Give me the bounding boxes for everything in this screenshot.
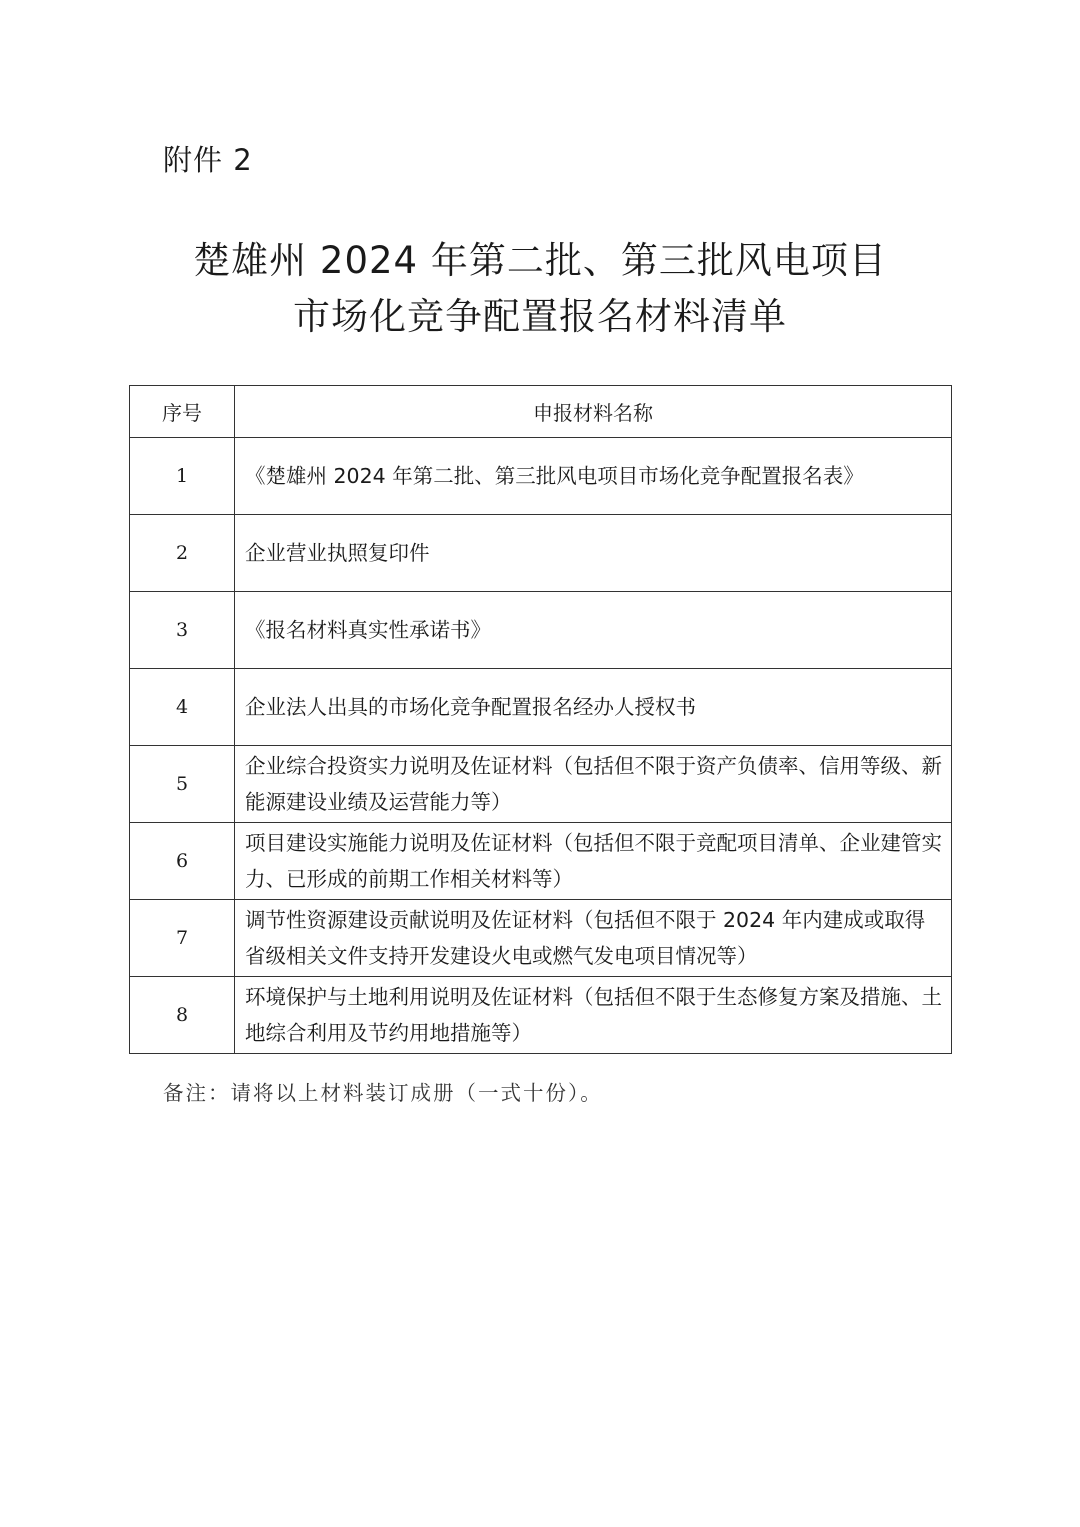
- header-material-name: 申报材料名称: [235, 386, 952, 438]
- header-serial-number: 序号: [130, 386, 235, 438]
- row-number: 7: [130, 900, 235, 977]
- material-name: 项目建设实施能力说明及佐证材料（包括但不限于竞配项目清单、企业建管实力、已形成的前期工作相关材料等）: [235, 823, 952, 900]
- attachment-label: 附件 2: [163, 143, 253, 177]
- table-row: [130, 592, 952, 669]
- row-number: 6: [130, 823, 235, 900]
- table-row: [130, 900, 952, 977]
- table-row: [130, 977, 952, 1054]
- material-name: 环境保护与土地利用说明及佐证材料（包括但不限于生态修复方案及措施、土地综合利用及节约用地措施等）: [235, 977, 952, 1054]
- footnote: 备注：请将以上材料装订成册（一式十份）。: [163, 1081, 603, 1105]
- materials-table: [129, 385, 952, 1054]
- material-name: 《报名材料真实性承诺书》: [235, 592, 952, 669]
- table-header-row: [130, 386, 952, 438]
- row-number: 2: [130, 515, 235, 592]
- material-name: 企业法人出具的市场化竞争配置报名经办人授权书: [235, 669, 952, 746]
- material-name: 企业综合投资实力说明及佐证材料（包括但不限于资产负债率、信用等级、新能源建设业绩及运营能力等）: [235, 746, 952, 823]
- row-number: 5: [130, 746, 235, 823]
- row-number: 4: [130, 669, 235, 746]
- table-row: [130, 515, 952, 592]
- material-name: 《楚雄州 2024 年第二批、第三批风电项目市场化竞争配置报名表》: [235, 438, 952, 515]
- table-row: [130, 746, 952, 823]
- title-line-2: 市场化竞争配置报名材料清单: [293, 295, 787, 338]
- table-row: [130, 669, 952, 746]
- table-row: [130, 823, 952, 900]
- material-name: 调节性资源建设贡献说明及佐证材料（包括但不限于 2024 年内建成或取得省级相关文件支持开发建设火电或燃气发电项目情况等）: [235, 900, 952, 977]
- material-name: 企业营业执照复印件: [235, 515, 952, 592]
- title-line-1: 楚雄州 2024 年第二批、第三批风电项目: [193, 239, 887, 282]
- document-title: [0, 233, 1080, 345]
- row-number: 8: [130, 977, 235, 1054]
- row-number: 3: [130, 592, 235, 669]
- table-row: [130, 438, 952, 515]
- row-number: 1: [130, 438, 235, 515]
